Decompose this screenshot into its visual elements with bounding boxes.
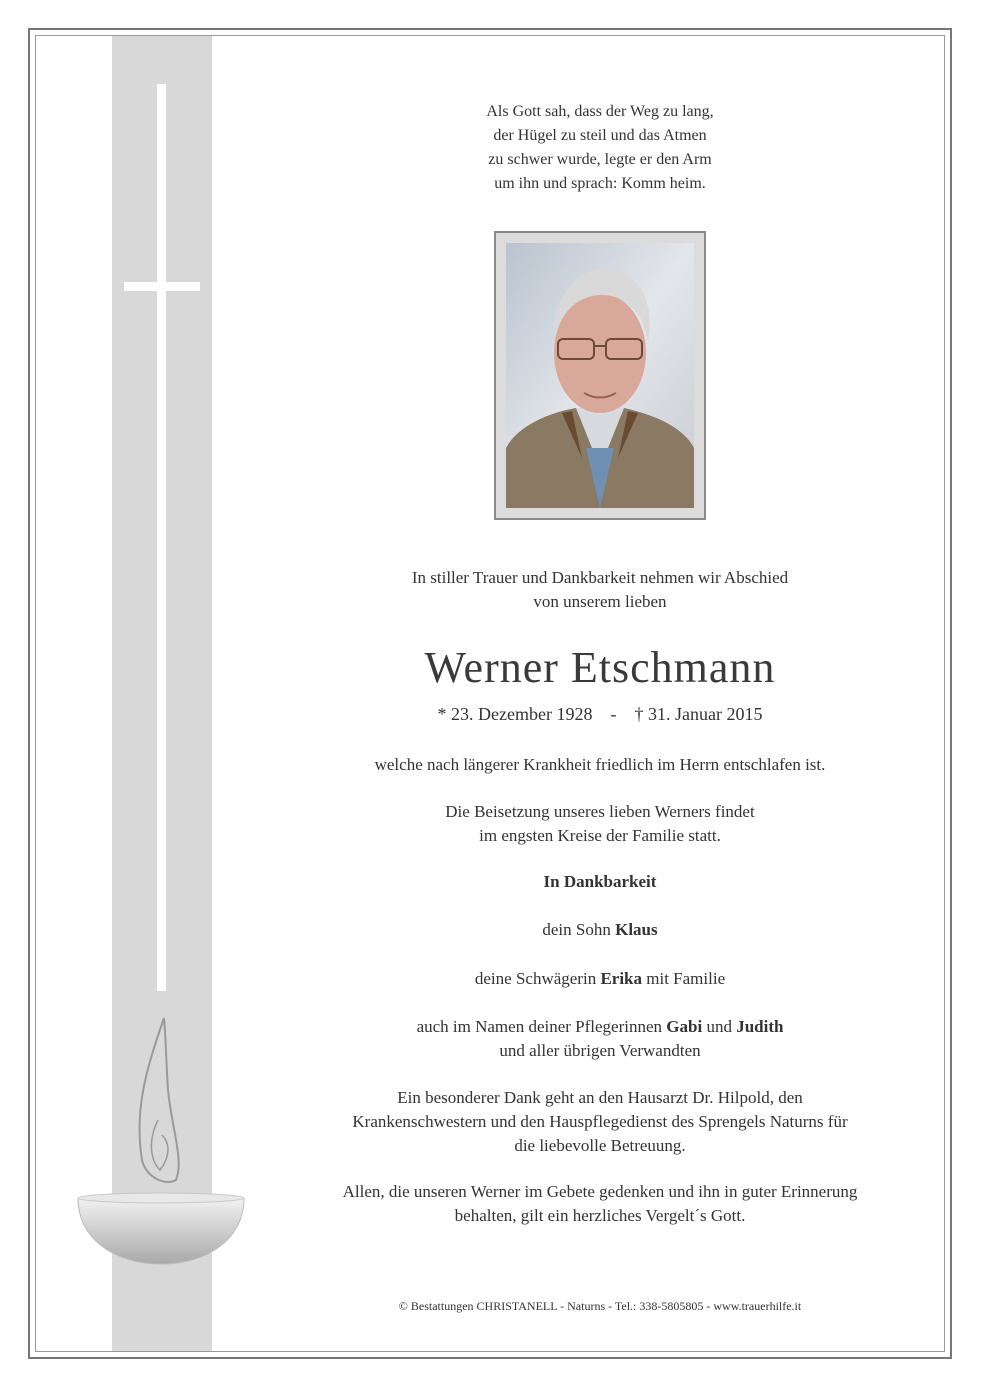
- poem-line: um ihn und sprach: Komm heim.: [494, 175, 706, 192]
- portrait-photo-image: [506, 243, 694, 508]
- funeral-text: [300, 800, 900, 848]
- poem-line: Als Gott sah, dass der Weg zu lang,: [486, 103, 714, 120]
- intro-line: von unserem lieben: [533, 592, 667, 611]
- closing-line: behalten, gilt ein herzliches Vergelt´s Gott.: [454, 1206, 746, 1225]
- intro: [300, 566, 900, 614]
- birth-date: * 23. Dezember 1928: [437, 704, 593, 724]
- sister-suffix: mit Familie: [646, 969, 726, 988]
- carers-and: und: [706, 1017, 732, 1036]
- life-dates: [300, 702, 900, 726]
- cross-icon-bar: [124, 282, 200, 291]
- funeral-line: im engsten Kreise der Familie statt.: [479, 826, 721, 845]
- carers-line: [300, 1015, 900, 1039]
- footer-credit: © Bestattungen CHRISTANELL - Naturns - Tel.: 338-5805805 - www.trauerhilfe.it: [398, 1299, 802, 1313]
- intro-line: In stiller Trauer und Dankbarkeit nehmen wir Abschied: [411, 568, 789, 587]
- poem-line: zu schwer wurde, legte er den Arm: [488, 151, 712, 168]
- poem: [300, 100, 900, 196]
- thanks-text: [290, 1086, 910, 1158]
- closing-text: [290, 1180, 910, 1228]
- relatives-line: und aller übrigen Verwandten: [499, 1041, 701, 1060]
- son-prefix: dein Sohn: [542, 920, 611, 939]
- deceased-name: Werner Etschmann: [424, 643, 776, 692]
- funeral-line: Die Beisetzung unseres lieben Werners findet: [445, 802, 755, 821]
- gratitude-heading: In Dankbarkeit: [543, 872, 657, 891]
- thanks-line: Ein besonderer Dank geht an den Hausarzt Dr. Hilpold, den: [397, 1088, 803, 1107]
- son-name: Klaus: [615, 920, 658, 939]
- portrait-photo: [494, 231, 706, 520]
- closing-line: Allen, die unseren Werner im Gebete gedenken und ihn in guter Erinnerung: [342, 1182, 858, 1201]
- thanks-line: die liebevolle Betreuung.: [514, 1136, 686, 1155]
- carers-prefix: auch im Namen deiner Pflegerinnen: [416, 1017, 663, 1036]
- carer-name: Gabi: [666, 1017, 703, 1036]
- poem-line: der Hügel zu steil und das Atmen: [493, 127, 707, 144]
- carer-name: Judith: [736, 1017, 784, 1036]
- cross-icon: [157, 84, 166, 991]
- candle-flame-icon: [76, 1010, 246, 1270]
- sister-prefix: deine Schwägerin: [474, 969, 597, 988]
- thanks-line: Krankenschwestern und den Hauspflegedienst des Sprengels Naturns für: [352, 1112, 848, 1131]
- date-separator: -: [610, 704, 617, 724]
- mourner-son: [300, 918, 900, 942]
- death-date: † 31. Januar 2015: [634, 704, 763, 724]
- passing-text: welche nach längerer Krankheit friedlich im Herrn entschlafen ist.: [374, 755, 826, 774]
- sister-name: Erika: [600, 969, 643, 988]
- mourner-carers: [300, 1015, 900, 1063]
- mourner-sister-in-law: [300, 967, 900, 991]
